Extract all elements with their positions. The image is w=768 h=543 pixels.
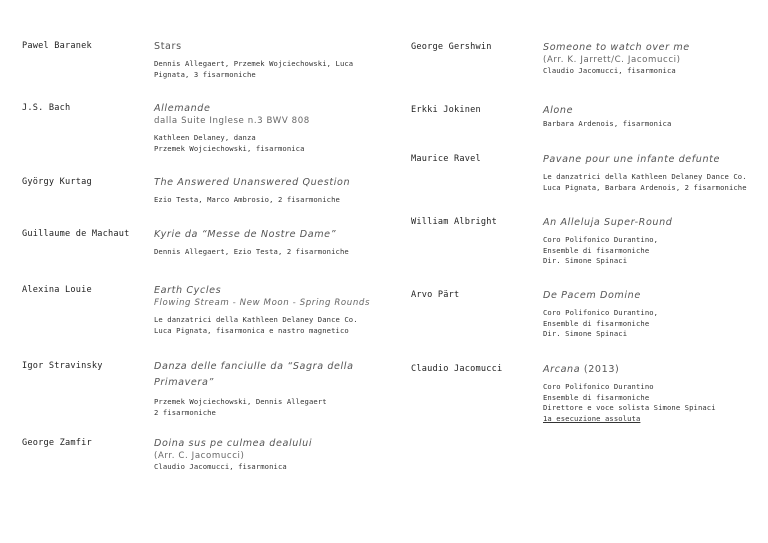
work-stars: [154, 40, 353, 80]
performers-line-2: Luca Pignata, Barbara Ardenois, 2 fisarmoniche: [543, 182, 747, 192]
performers-line-2: Przemek Wojciechowski, fisarmonica: [154, 143, 305, 153]
work-title: Alone: [543, 105, 574, 116]
work-title-line-1: Danza delle fanciulle da “Sagra della: [154, 361, 354, 372]
performers-line-1: Ezio Testa, Marco Ambrosio, 2 fisarmoniche: [154, 195, 340, 204]
composer-kurtag: György Kurtag: [22, 177, 92, 187]
work-earth-cycles: [154, 284, 370, 336]
performers-line-1: Claudio Jacomucci, fisarmonica: [154, 462, 287, 471]
performers-line-1: Dennis Allegaert, Przemek Wojciechowski, Luca: [154, 59, 354, 68]
work-allemande: [154, 102, 310, 154]
work-title: [543, 363, 716, 376]
work-title: Pavane pour une infante defunte: [543, 154, 720, 165]
work-kyrie: [154, 228, 349, 258]
work-danza-fanciulle: [154, 359, 354, 418]
work-title: Stars: [154, 41, 182, 52]
composer-ravel: Maurice Ravel: [411, 154, 481, 164]
performers-line-2: Pignata, 3 fisarmoniche: [154, 69, 256, 79]
work-de-pacem: [543, 289, 658, 340]
work-someone-to-watch: [543, 41, 690, 77]
work-title: The Answered Unanswered Question: [154, 177, 351, 188]
work-doina: [154, 437, 312, 473]
work-year: (2013): [583, 364, 620, 375]
performers-line-1: Dennis Allegaert, Ezio Testa, 2 fisarmoniche: [154, 247, 349, 256]
work-arranger: (Arr. K. Jarrett/C. Jacomucci): [543, 55, 681, 65]
performers-line-1: Przemek Wojciechowski, Dennis Allegaert: [154, 397, 327, 406]
work-alleluja: [543, 216, 672, 267]
premiere-note: 1a esecuzione assoluta: [543, 413, 641, 423]
composer-bach: J.S. Bach: [22, 103, 71, 113]
composer-gershwin: George Gershwin: [411, 42, 492, 52]
work-subtitle: Flowing Stream - New Moon - Spring Rounds: [154, 298, 371, 308]
work-arcana: [543, 363, 716, 424]
performers-line-1: Coro Polifonico Durantino,: [543, 235, 659, 244]
work-title: An Alleluja Super-Round: [543, 217, 673, 228]
performers-line-3: Direttore e voce solista Simone Spinaci: [543, 403, 716, 413]
work-title: Kyrie da “Messe de Nostre Dame”: [154, 229, 337, 240]
performers-line-1: Barbara Ardenois, fisarmonica: [543, 119, 672, 128]
composer-zamfir: George Zamfir: [22, 438, 92, 448]
work-title: Allemande: [154, 103, 211, 114]
composer-jokinen: Erkki Jokinen: [411, 105, 481, 115]
performers-line-1: Coro Polifonico Durantino,: [543, 308, 659, 317]
work-title: Doina sus pe culmea dealului: [154, 438, 313, 449]
composer-jacomucci: Claudio Jacomucci: [411, 364, 503, 374]
performers-line-2: 2 fisarmoniche: [154, 407, 216, 417]
work-alone: [543, 104, 671, 130]
composer-machaut: Guillaume de Machaut: [22, 229, 130, 239]
performers-line-1: Le danzatrici della Kathleen Delaney Dance Co.: [154, 315, 358, 324]
performers-line-1: Kathleen Delaney, danza: [154, 133, 256, 142]
performers-line-1: Claudio Jacomucci, fisarmonica: [543, 66, 676, 75]
performers-line-2: Ensemble di fisarmoniche: [543, 245, 650, 255]
work-title: De Pacem Domine: [543, 290, 641, 301]
performers-line-3: Dir. Simone Spinaci: [543, 329, 628, 339]
composer-baranek: Pawel Baranek: [22, 41, 92, 51]
work-title-line-2: Primavera”: [154, 377, 214, 388]
work-answered-question: [154, 176, 350, 206]
performers-line-1: Le danzatrici della Kathleen Delaney Dance Co.: [543, 172, 747, 181]
work-title: Earth Cycles: [154, 285, 222, 296]
performers-line-3: Dir. Simone Spinaci: [543, 256, 628, 266]
composer-louie: Alexina Louie: [22, 285, 92, 295]
performers-line-2: Ensemble di fisarmoniche: [543, 318, 650, 328]
work-pavane: [543, 153, 747, 193]
performers-line-2: Ensemble di fisarmoniche: [543, 392, 650, 402]
composer-stravinsky: Igor Stravinsky: [22, 361, 103, 371]
composer-albright: William Albright: [411, 217, 497, 227]
work-arranger: (Arr. C. Jacomucci): [154, 451, 245, 461]
work-subtitle: dalla Suite Inglese n.3 BWV 808: [154, 116, 310, 126]
work-title: Someone to watch over me: [543, 42, 690, 53]
work-title-text: Arcana: [543, 364, 581, 375]
performers-line-2: Luca Pignata, fisarmonica e nastro magnetico: [154, 325, 349, 335]
performers-line-1: Coro Polifonico Durantino: [543, 382, 654, 391]
composer-part: Arvo Pärt: [411, 290, 460, 300]
